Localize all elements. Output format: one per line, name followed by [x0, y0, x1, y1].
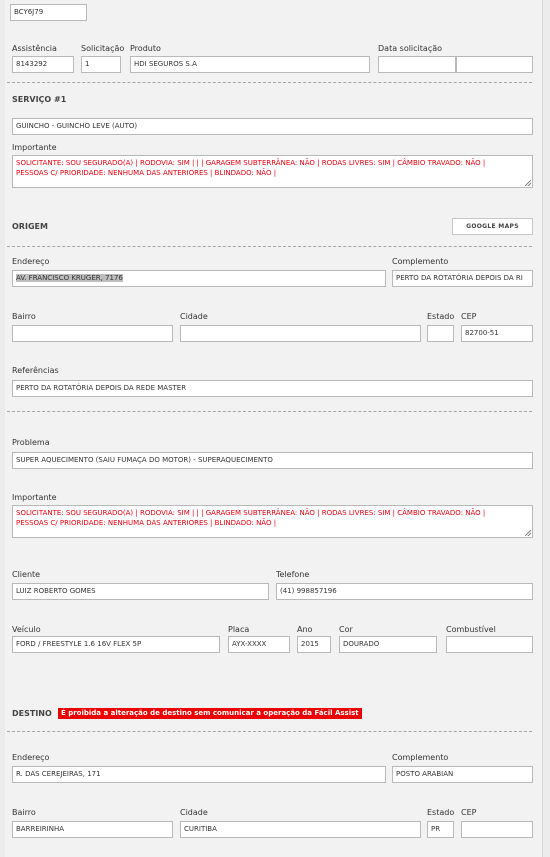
destino-estado-label: Estado [427, 808, 455, 817]
origem-cidade-field[interactable] [180, 325, 421, 342]
hora-solicitacao-field[interactable] [456, 56, 533, 73]
referencias-field[interactable]: PERTO DA ROTATÓRIA DEPOIS DA REDE MASTER [12, 380, 533, 397]
servico-title: SERVIÇO #1 [12, 95, 67, 104]
importante-label: Importante [12, 493, 57, 502]
produto-field[interactable]: HDI SEGUROS S.A [130, 56, 370, 73]
placa-field[interactable]: AYX-XXXX [228, 636, 290, 653]
combustivel-field[interactable] [446, 636, 533, 653]
ano-label: Ano [297, 625, 313, 634]
resize-grip-icon[interactable] [525, 180, 531, 186]
assistencia-field[interactable]: 8143292 [12, 56, 74, 73]
origem-complemento-field[interactable]: PERTO DA ROTATÓRIA DEPOIS DA RI [392, 270, 533, 287]
destino-cidade-label: Cidade [180, 808, 208, 817]
importante-label: Importante [12, 143, 57, 152]
code-field[interactable]: BCY6J79 [10, 4, 87, 21]
telefone-label: Telefone [276, 570, 310, 579]
data-solicitacao-field[interactable] [378, 56, 456, 73]
assistencia-label: Assistência [12, 44, 57, 53]
telefone-field[interactable]: (41) 998857196 [276, 583, 533, 600]
importante-line: PESSOAS C/ PRIORIDADE: NENHUMA DAS ANTERIORES | BLINDADO: NÃO | [16, 169, 277, 177]
data-solicitacao-label: Data solicitação [378, 44, 443, 53]
veiculo-label: Veículo [12, 625, 41, 634]
servico-importante-textarea[interactable] [12, 155, 533, 188]
origem-cep-label: CEP [461, 312, 477, 321]
destino-cidade-field[interactable]: CURITIBA [180, 821, 421, 838]
problema-importante-textarea[interactable] [12, 505, 533, 538]
destino-warning-badge: É proibida a alteração de destino sem comunicar a operação da Fácil Assist [58, 708, 362, 719]
referencias-label: Referências [12, 366, 59, 375]
divider [7, 411, 532, 412]
problema-field[interactable]: SUPER AQUECIMENTO (SAIU FUMAÇA DO MOTOR) - SUPERAQUECIMENTO [12, 452, 533, 469]
origem-endereco-label: Endereço [12, 257, 50, 266]
destino-endereco-field[interactable]: R. DAS CEREJEIRAS, 171 [12, 766, 386, 783]
destino-bairro-label: Bairro [12, 808, 36, 817]
origem-bairro-label: Bairro [12, 312, 36, 321]
destino-complemento-field[interactable]: POSTO ARABIAN [392, 766, 533, 783]
importante-line: SOLICITANTE: SOU SEGURADO(A) | RODOVIA: SIM | | | GARAGEM SUBTERRÂNEA: NÃO | RODAS LIVRES: SIM | CÂMBIO TRAVADO: NÃO | [16, 509, 486, 517]
resize-grip-icon[interactable] [525, 530, 531, 536]
solicitacao-label: Solicitação [81, 44, 125, 53]
cliente-label: Cliente [12, 570, 41, 579]
origem-title: ORIGEM [12, 222, 48, 231]
destino-estado-field[interactable]: PR [427, 821, 454, 838]
combustivel-label: Combustível [446, 625, 496, 634]
google-maps-button[interactable]: GOOGLE MAPS [452, 218, 533, 235]
destino-bairro-field[interactable]: BARREIRINHA [12, 821, 173, 838]
cor-field[interactable]: DOURADO [339, 636, 437, 653]
origem-endereco-field[interactable] [12, 270, 386, 287]
divider [7, 82, 532, 83]
destino-cep-field[interactable] [461, 821, 533, 838]
origem-estado-field[interactable] [427, 325, 454, 342]
divider [7, 246, 532, 247]
solicitacao-field[interactable]: 1 [81, 56, 121, 73]
ano-field[interactable]: 2015 [297, 636, 331, 653]
origem-estado-label: Estado [427, 312, 455, 321]
cliente-field[interactable]: LUIZ ROBERTO GOMES [12, 583, 269, 600]
cor-label: Cor [339, 625, 353, 634]
veiculo-field[interactable]: FORD / FREESTYLE 1.6 16V FLEX 5P [12, 636, 220, 653]
problema-label: Problema [12, 438, 50, 447]
produto-label: Produto [130, 44, 161, 53]
divider [7, 731, 532, 732]
destino-title: DESTINO [12, 709, 52, 718]
origem-cep-field[interactable]: 82700-51 [461, 325, 533, 342]
destino-endereco-label: Endereço [12, 753, 50, 762]
servico-field[interactable]: GUINCHO - GUINCHO LEVE (AUTO) [12, 118, 533, 135]
destino-complemento-label: Complemento [392, 753, 449, 762]
origem-cidade-label: Cidade [180, 312, 208, 321]
placa-label: Placa [228, 625, 250, 634]
selected-text: AV. FRANCISCO KRUGER, 7176 [16, 274, 123, 282]
importante-line: PESSOAS C/ PRIORIDADE: NENHUMA DAS ANTERIORES | BLINDADO: NÃO | [16, 519, 277, 527]
importante-line: SOLICITANTE: SOU SEGURADO(A) | RODOVIA: SIM | | | GARAGEM SUBTERRÂNEA: NÃO | RODAS LIVRES: SIM | CÂMBIO TRAVADO: NÃO | [16, 159, 486, 167]
origem-bairro-field[interactable] [12, 325, 173, 342]
origem-complemento-label: Complemento [392, 257, 449, 266]
destino-cep-label: CEP [461, 808, 477, 817]
